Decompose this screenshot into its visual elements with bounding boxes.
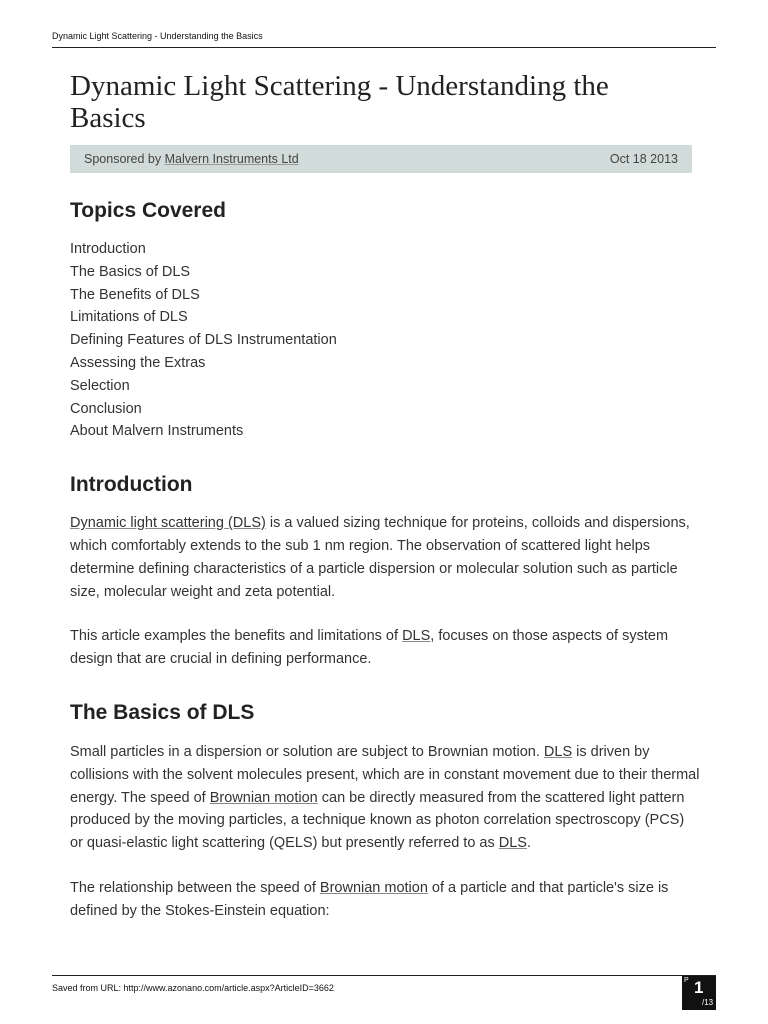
topics-list bbox=[70, 238, 692, 443]
topics-heading: Topics Covered bbox=[70, 199, 226, 222]
topic-item-defining-features[interactable]: Defining Features of DLS Instrumentation bbox=[70, 332, 337, 349]
introduction-paragraph-2 bbox=[70, 625, 700, 671]
footer-divider bbox=[52, 975, 716, 976]
basics-paragraph-2 bbox=[70, 877, 700, 923]
article-date: Oct 18 2013 bbox=[609, 152, 678, 166]
introduction-paragraph-1 bbox=[70, 512, 700, 603]
page-number: 1 bbox=[694, 978, 704, 997]
running-header: Dynamic Light Scattering - Understanding the Basics bbox=[52, 31, 263, 41]
introduction-p1-text: is a valued sizing technique for proteins, colloids and dispersions, which comfortably extends to the sub 1 nm region. The observation of scattered light helps determine defining characteristics of a particle dispersion or molecular solution such as particle size, molecular weight and zeta potential. bbox=[70, 515, 690, 600]
brownian-motion-link[interactable]: Brownian motion bbox=[319, 879, 428, 896]
topic-item-benefits[interactable]: The Benefits of DLS bbox=[70, 286, 200, 303]
dls-link[interactable]: DLS bbox=[498, 835, 527, 852]
dls-link[interactable]: DLS bbox=[543, 743, 573, 760]
introduction-p2-text-a: This article examples the benefits and limitations of bbox=[70, 628, 403, 645]
dls-link[interactable]: DLS bbox=[402, 628, 431, 645]
topic-item-limitations[interactable]: Limitations of DLS bbox=[70, 309, 188, 326]
article-content bbox=[70, 70, 700, 923]
sponsor-prefix: Sponsored by bbox=[84, 152, 162, 166]
topic-item-selection[interactable]: Selection bbox=[70, 377, 130, 394]
sponsor-link[interactable]: Malvern Instruments Ltd bbox=[164, 152, 299, 166]
topic-item-extras[interactable]: Assessing the Extras bbox=[70, 354, 206, 371]
dls-definition-link[interactable]: Dynamic light scattering (DLS) bbox=[70, 515, 266, 532]
basics-p1-text-b: is driven by collisions with the solvent molecules present, which are in constant movement due to their thermal energy. The speed of bbox=[70, 743, 700, 806]
basics-p1-text-d: . bbox=[526, 835, 531, 852]
topic-item-basics[interactable]: The Basics of DLS bbox=[70, 263, 191, 280]
sponsor-line bbox=[84, 152, 299, 166]
topic-item-about[interactable]: About Malvern Instruments bbox=[70, 423, 244, 440]
article-title: Dynamic Light Scattering - Understanding the Basics bbox=[70, 70, 609, 134]
basics-p2-text-a: The relationship between the speed of bbox=[70, 879, 320, 896]
introduction-p2-text-b: , focuses on those aspects of system design that are crucial in defining performance. bbox=[70, 628, 669, 668]
saved-from-url: Saved from URL: http://www.azonano.com/article.aspx?ArticleID=3662 bbox=[52, 983, 334, 993]
page-indicator bbox=[682, 976, 716, 1010]
brownian-motion-link[interactable]: Brownian motion bbox=[209, 789, 318, 806]
header-divider bbox=[52, 47, 716, 48]
topic-item-conclusion[interactable]: Conclusion bbox=[70, 400, 142, 417]
basics-p2-text-b: of a particle and that particle's size is defined by the Stokes-Einstein equation: bbox=[70, 879, 669, 919]
basics-heading: The Basics of DLS bbox=[70, 700, 255, 724]
sponsor-bar bbox=[70, 145, 692, 173]
topic-item-introduction[interactable]: Introduction bbox=[70, 241, 146, 257]
basics-p1-text-c: can be directly measured from the scattered light pattern produced by the moving particles, a technique known as photon correlation spectroscopy (PCS) or quasi-elastic light scattering (QELS) but presently referred to as bbox=[70, 789, 685, 852]
introduction-heading: Introduction bbox=[70, 473, 193, 497]
basics-paragraph-1 bbox=[70, 741, 700, 855]
basics-p1-text-a: Small particles in a dispersion or solution are subject to Brownian motion. bbox=[70, 743, 544, 760]
page-label: P bbox=[684, 977, 689, 984]
page-total: /13 bbox=[702, 998, 714, 1007]
